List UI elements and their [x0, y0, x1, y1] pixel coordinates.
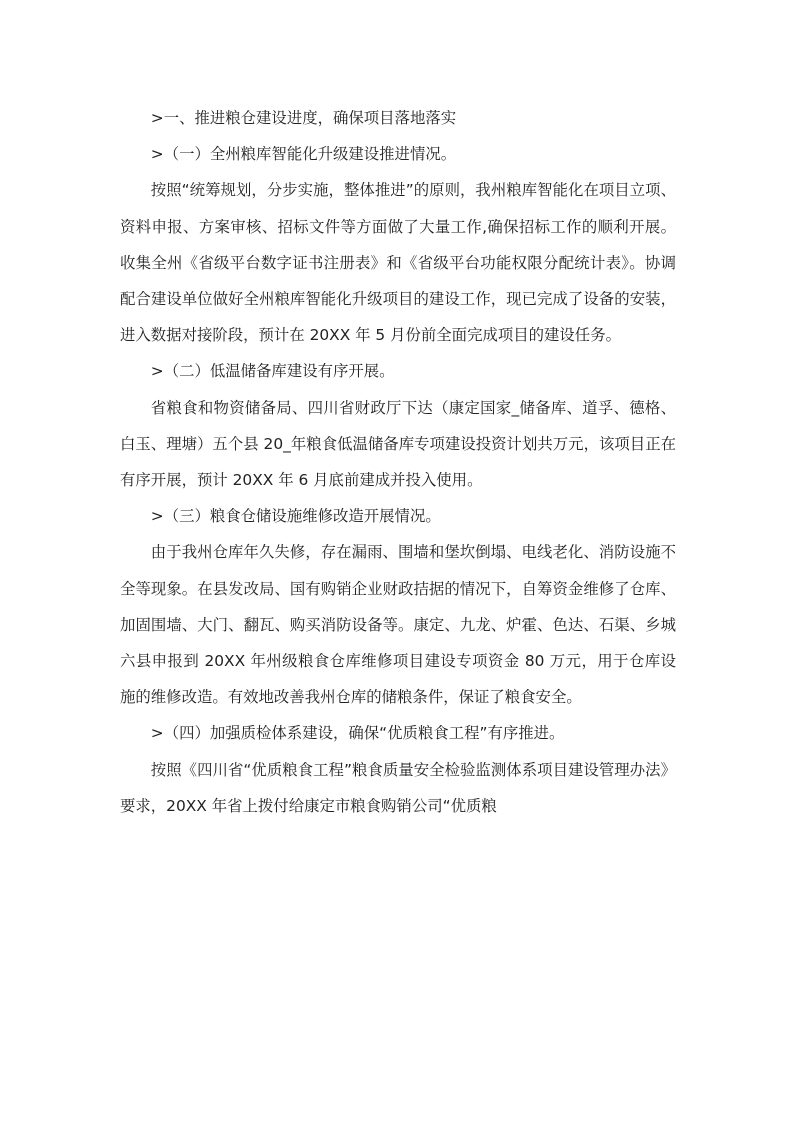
document-body [120, 100, 676, 824]
subsection-heading-1: >（一）全州粮库智能化升级建设推进情况。 [150, 145, 457, 164]
body-paragraph-1: 按照“统筹规划，分步实施，整体推进”的原则，我州粮库智能化在项目立项、资料申报、方案审核、招标文件等方面做了大量工作,确保招标工作的顺利开展。收集全州《省级平台数字证书注册表》和《省级平台功能权限分配统计表》。协调配合建设单位做好全州粮库智能化升级项目的建设工作，现已完成了设备的安装，进入数据对接阶段，预计在 20XX 年 5 月份前全面完成项目的建设任务。 [120, 181, 676, 345]
body-paragraph-4: 按照《四川省“优质粮食工程”粮食质量安全检验监测体系项目建设管理办法》要求，20XX 年省上拨付给康定市粮食购销公司“优质粮 [120, 760, 676, 815]
subsection-heading-2: >（二）低温储备库建设有序开展。 [150, 362, 395, 381]
subsection-heading-3: >（三）粮食仓储设施维修改造开展情况。 [150, 507, 441, 526]
body-paragraph-2: 省粮食和物资储备局、四川省财政厅下达（康定国家_储备库、道孚、德格、白玉、理塘）五个县 20_年粮食低温储备库专项建设投资计划共万元，该项目正在有序开展，预计 20XX 年 6 月底前建成并投入使用。 [120, 398, 676, 490]
subsection-heading-4: >（四）加强质检体系建设，确保“优质粮食工程”有序推进。 [150, 724, 565, 743]
section-heading: >一、推进粮仓建设进度，确保项目落地落实 [150, 109, 457, 127]
body-paragraph-3: 由于我州仓库年久失修，存在漏雨、围墙和堡坎倒塌、电线老化、消防设施不全等现象。在县发改局、国有购销企业财政拮据的情况下，自筹资金维修了仓库、加固围墙、大门、翻瓦、购买消防设备等。康定、九龙、炉霍、色达、石渠、乡城六县申报到 20XX 年州级粮食仓库维修项目建设专项资金 80 万元，用于仓库设施的维修改造。有效地改善我州仓库的储粮条件，保证了粮食安全。 [120, 543, 676, 707]
